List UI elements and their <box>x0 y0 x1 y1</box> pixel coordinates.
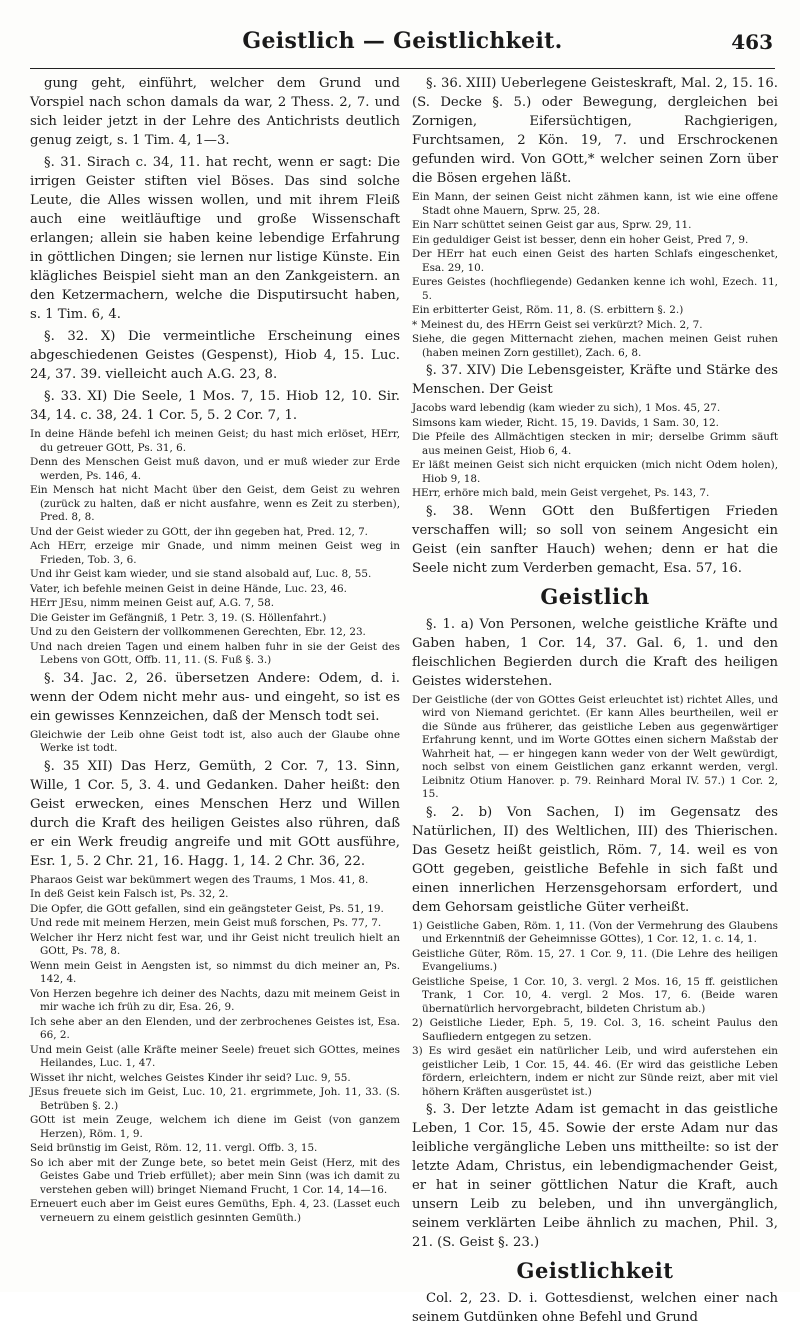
scripture-quote: Denn des Menschen Geist muß davon, und er muß wieder zur Erde werden, Ps. 146, 4. <box>30 456 400 482</box>
scripture-quote: Eures Geistes (hochfliegende) Gedanken kenne ich wohl, Ezech. 11, 5. <box>412 276 778 302</box>
scripture-quote: Pharaos Geist war bekümmert wegen des Traums, 1 Mos. 41, 8. <box>30 873 369 886</box>
scripture-quote: 1) Geistliche Gaben, Röm. 1, 11. (Von der Vermehrung des Glaubens und Erkenntniß der Geheimnisse GOttes), 1 Cor. 12, 1. c. 14, 1. <box>412 919 778 945</box>
scripture-quote: Und rede mit meinem Herzen, mein Geist muß forschen, Ps. 77, 7. <box>30 917 382 929</box>
scripture-quote: Der HErr hat euch einen Geist des harten Schlafs eingeschenket, Esa. 29, 10. <box>412 248 778 274</box>
scripture-quote: * Meinest du, des HErrn Geist sei verkürzt? Mich. 2, 7. <box>412 318 703 331</box>
paragraph: §. 32. X) Die vermeintliche Erscheinung eines abgeschiedenen Geistes (Gespenst), Hiob 4, 15. Luc. 24, 37. 39. vielleicht auch A.G. 23, 8. <box>30 329 400 382</box>
scripture-quote: Ein Mann, der seinen Geist nicht zähmen kann, ist wie eine offene Stadt ohne Mauern, Sprw. 25, 28. <box>412 191 778 217</box>
scripture-quote: JEsus freuete sich im Geist, Luc. 10, 21. ergrimmete, Joh. 11, 33. (S. Betrüben §. 2.) <box>30 1086 400 1112</box>
scripture-quote: In deß Geist kein Falsch ist, Ps. 32, 2. <box>30 888 229 900</box>
paragraph: §. 33. XI) Die Seele, 1 Mos. 7, 15. Hiob 12, 10. Sir. 34, 14. c. 38, 24. 1 Cor. 5, 5. 2 Cor. 7, 1. <box>30 389 400 423</box>
scripture-quote: Die Opfer, die GOtt gefallen, sind ein geängsteter Geist, Ps. 51, 19. <box>30 902 384 915</box>
scripture-quote: So ich aber mit der Zunge bete, so betet mein Geist (Herz, mit des Geistes Gabe und Trieb erfüllet); aber mein Sinn (was ich damit zu verstehen geben will) bringet Niemand Frucht, 1 Cor. 14, 14—16. <box>30 1156 400 1196</box>
page-number: 463 <box>731 30 773 54</box>
scripture-quote: Von Herzen begehre ich deiner des Nachts, dazu mit meinem Geist in mir wache ich früh zu dir, Esa. 26, 9. <box>30 987 400 1013</box>
scripture-quote: Und mein Geist (alle Kräfte meiner Seele) freuet sich GOttes, meines Heilandes, Luc. 1, 47. <box>30 1043 400 1069</box>
scripture-quote: Die Pfeile des Allmächtigen stecken in mir; derselbe Grimm säuft aus meinen Geist, Hiob 6, 4. <box>412 431 778 457</box>
section-heading: Geistlichkeit <box>516 1258 674 1283</box>
scripture-quote: HErr, erhöre mich bald, mein Geist vergehet, Ps. 143, 7. <box>412 487 710 499</box>
scripture-quote: Und zu den Geistern der vollkommenen Gerechten, Ebr. 12, 23. <box>30 626 366 638</box>
left-column <box>30 74 400 1226</box>
scripture-quote: Ein geduldiger Geist ist besser, denn ein hoher Geist, Pred 7, 9. <box>412 233 749 246</box>
scripture-quote: In deine Hände befehl ich meinen Geist; du hast mich erlöset, HErr, du getreuer GOtt, Ps. 31, 6. <box>30 428 400 454</box>
scripture-quote: GOtt ist mein Zeuge, welchem ich diene im Geist (von ganzem Herzen), Röm. 1, 9. <box>30 1114 400 1140</box>
scripture-quote: Und ihr Geist kam wieder, und sie stand alsobald auf, Luc. 8, 55. <box>30 568 372 580</box>
scripture-quote: Er läßt meinen Geist sich nicht erquicken (mich nicht Odem holen), Hiob 9, 18. <box>412 459 778 485</box>
scripture-quote: 2) Geistliche Lieder, Eph. 5, 19. Col. 3, 16. scheint Paulus den Saufliedern entgegen zu setzen. <box>412 1017 778 1043</box>
scripture-quote: Vater, ich befehle meinen Geist in deine Hände, Luc. 23, 46. <box>30 582 347 595</box>
scripture-quote: Geistliche Speise, 1 Cor. 10, 3. vergl. 2 Mos. 16, 15 ff. geistlichen Trank, 1 Cor. 10, 4. vergl. 2 Mos. 17, 6. (Beide waren übernatürlich hervorgebracht, bildeten Christum ab.) <box>412 975 778 1015</box>
scripture-quote: Seid brünstig im Geist, Röm. 12, 11. vergl. Offb. 3, 15. <box>30 1142 318 1154</box>
section-heading: Geistlich <box>540 583 650 609</box>
scripture-quote: Welcher ihr Herz nicht fest war, und ihr Geist nicht treulich hielt an GOtt, Ps. 78, 8. <box>30 931 400 957</box>
scripture-quote: Und der Geist wieder zu GOtt, der ihn gegeben hat, Pred. 12, 7. <box>30 525 368 538</box>
running-header <box>30 24 775 69</box>
paragraph: §. 1. a) Von Personen, welche geistliche Kräfte und Gaben haben, 1 Cor. 14, 37. Gal. 6, 1. und den fleischlichen Begierden durch die Kraft des heiligen Geistes widerstehen. <box>412 616 778 689</box>
scripture-quote: Ich sehe aber an den Elenden, und der zerbrochenes Geistes ist, Esa. 66, 2. <box>30 1015 400 1041</box>
paragraph: §. 3. Der letzte Adam ist gemacht in das geistliche Leben, 1 Cor. 15, 45. Sowie der erste Adam nur das leibliche vergängliche Leben uns mittheilte: so ist der letzte Adam, Christus, ein lebendigmachender Geist, er hat in seiner göttlichen Natur die Kraft, auch unsern Leib zu beleben, und ihn unvergänglich, seinem verklärten Leibe ähnlich zu machen, Phil. 3, 21. (S. Geist §. 23.) <box>412 1102 778 1250</box>
scripture-quote: Der Geistliche (der von GOttes Geist erleuchtet ist) richtet Alles, und wird von Niemand gerichtet. (Er kann Alles beurtheilen, weil er die Sünde aus früherer, das geistliche Leben aus gegenwärtiger Erfahrung kennt, und im Worte GOttes einen sichern Maßstab der Wahrheit hat, — er hingegen kann weder von der Welt gewürdigt, noch selbst von einem Geistlichen ganz erkannt werden, vergl. Leibnitz Otium Hanover. p. 79. Reinhard Moral IV. 57.) 1 Cor. 2, 15. <box>412 693 778 800</box>
scripture-quote: Die Geister im Gefängniß, 1 Petr. 3, 19. (S. Höllenfahrt.) <box>30 611 327 624</box>
paragraph: §. 36. XIII) Ueberlegene Geisteskraft, Mal. 2, 15. 16. (S. Decke §. 5.) oder Bewegung, dergleichen bei Zornigen, Eifersüchtigen, Rachgierigen, Furchtsamen, 2 Kön. 19, 7. und Erschrockenen gefunden wird. Von GOtt,* welcher seinen Zorn über die Bösen ergehen läßt. <box>412 76 778 186</box>
scripture-quote: Siehe, die gegen Mitternacht ziehen, machen meinen Geist ruhen (haben meinen Zorn gestillet), Zach. 6, 8. <box>412 333 778 359</box>
scripture-quote: Ein Narr schüttet seinen Geist gar aus, Sprw. 29, 11. <box>412 219 692 231</box>
scripture-quote: Wisset ihr nicht, welches Geistes Kinder ihr seid? Luc. 9, 55. <box>30 1071 351 1084</box>
scripture-quote: Ein erbitterter Geist, Röm. 11, 8. (S. erbittern §. 2.) <box>412 304 684 316</box>
paragraph: §. 34. Jac. 2, 26. übersetzen Andere: Odem, d. i. wenn der Odem nicht mehr aus- und eingeht, so ist es ein gewisses Kennzeichen, daß der Mensch todt sei. <box>30 670 400 724</box>
scripture-quote: 3) Es wird gesäet ein natürlicher Leib, und wird auferstehen ein geistlicher Leib, 1 Cor. 15, 44. 46. (Er wird das geistliche Leben fördern, erleichtern, indem er nicht zur Sünde reizt, aber mit viel höhern Kräften ausgerüstet ist.) <box>412 1045 778 1098</box>
page-title: Geistlich — Geistlichkeit. <box>242 28 563 54</box>
paragraph: §. 2. b) Von Sachen, I) im Gegensatz des Natürlichen, II) des Weltlichen, III) des Thierischen. Das Gesetz heißt geistlich, Röm. 7, 14. weil es von GOtt gegeben, geistliche Befehle in sich faßt und einen innerlichen Herzensgehorsam erfordert, und dem Gehorsam geistliche Güter verheißt. <box>412 804 778 915</box>
scripture-quote: Jacobs ward lebendig (kam wieder zu sich), 1 Mos. 45, 27. <box>412 402 721 414</box>
paragraph: §. 37. XIV) Die Lebensgeister, Kräfte und Stärke des Menschen. Der Geist <box>412 363 778 397</box>
paragraph: §. 35 XII) Das Herz, Gemüth, 2 Cor. 7, 13. Sinn, Wille, 1 Cor. 5, 3. 4. und Gedanken. Daher heißt: den Geist erwecken, eines Menschen Herz und Willen durch die Kraft des heiligen Geistes also rühren, daß er ein Werk freudig angreife und mit GOtt ausführe, Esr. 1, 5. 2 Chr. 21, 16. Hagg. 1, 14. 2 Chr. 36, 22. <box>30 758 400 869</box>
paragraph: §. 38. Wenn GOtt den Bußfertigen Frieden verschaffen will; so soll von seinem Angesicht ein Geist (ein sanfter Hauch) wehen; denn er hat die Seele nicht zum Verderben gemacht, Esa. 57, 16. <box>412 503 778 576</box>
paragraph: Col. 2, 23. D. i. Gottesdienst, welchen einer nach seinem Gutdünken ohne Befehl und Grund <box>412 1291 778 1325</box>
scripture-quote: Geistliche Güter, Röm. 15, 27. 1 Cor. 9, 11. (Die Lehre des heiligen Evangeliums.) <box>412 947 778 973</box>
scripture-quote: HErr JEsu, nimm meinen Geist auf, A.G. 7, 58. <box>30 597 275 609</box>
paragraph: §. 31. Sirach c. 34, 11. hat recht, wenn er sagt: Die irrigen Geister stiften viel Böses. Das sind solche Leute, die Alles wissen wollen, und mit ihrem Fleiß auch eine weitläuftige und große Wissenschaft erlangen; allein sie haben keine lebendige Erfahrung in göttlichen Dingen; sie lernen nur listige Künste. Ein klägliches Beispiel sieht man an den Zankgeistern. an den Ketzermachern, welche die Disputirsucht haben, s. 1 Tim. 6, 4. <box>30 155 400 322</box>
scripture-quote: Ein Mensch hat nicht Macht über den Geist, dem Geist zu wehren (zurück zu halten, daß er nicht ausfahre, wenn es Zeit zu sterben), Pred. 8, 8. <box>30 484 400 523</box>
right-column <box>412 74 778 1330</box>
scripture-quote: Erneuert euch aber im Geist eures Gemüths, Eph. 4, 23. (Lasset euch verneuern zu einem geistlich gesinnten Gemüth.) <box>30 1198 400 1224</box>
paragraph: gung geht, einführt, welcher dem Grund und Vorspiel nach schon damals da war, 2 Thess. 2, 7. und sich leider jetzt in der Lehre des Antichrists deutlich genug zeigt, s. 1 Tim. 4, 1—3. <box>30 76 400 148</box>
scripture-quote: Und nach dreien Tagen und einem halben fuhr in sie der Geist des Lebens von GOtt, Offb. 11, 11. (S. Fuß §. 3.) <box>30 640 400 666</box>
scripture-quote: Wenn mein Geist in Aengsten ist, so nimmst du dich meiner an, Ps. 142, 4. <box>30 959 400 985</box>
scripture-quote: Gleichwie der Leib ohne Geist todt ist, also auch der Glaube ohne Werke ist todt. <box>30 728 400 754</box>
scripture-quote: Simsons kam wieder, Richt. 15, 19. Davids, 1 Sam. 30, 12. <box>412 416 719 429</box>
scripture-quote: Ach HErr, erzeige mir Gnade, und nimm meinen Geist weg in Frieden, Tob. 3, 6. <box>30 540 400 566</box>
